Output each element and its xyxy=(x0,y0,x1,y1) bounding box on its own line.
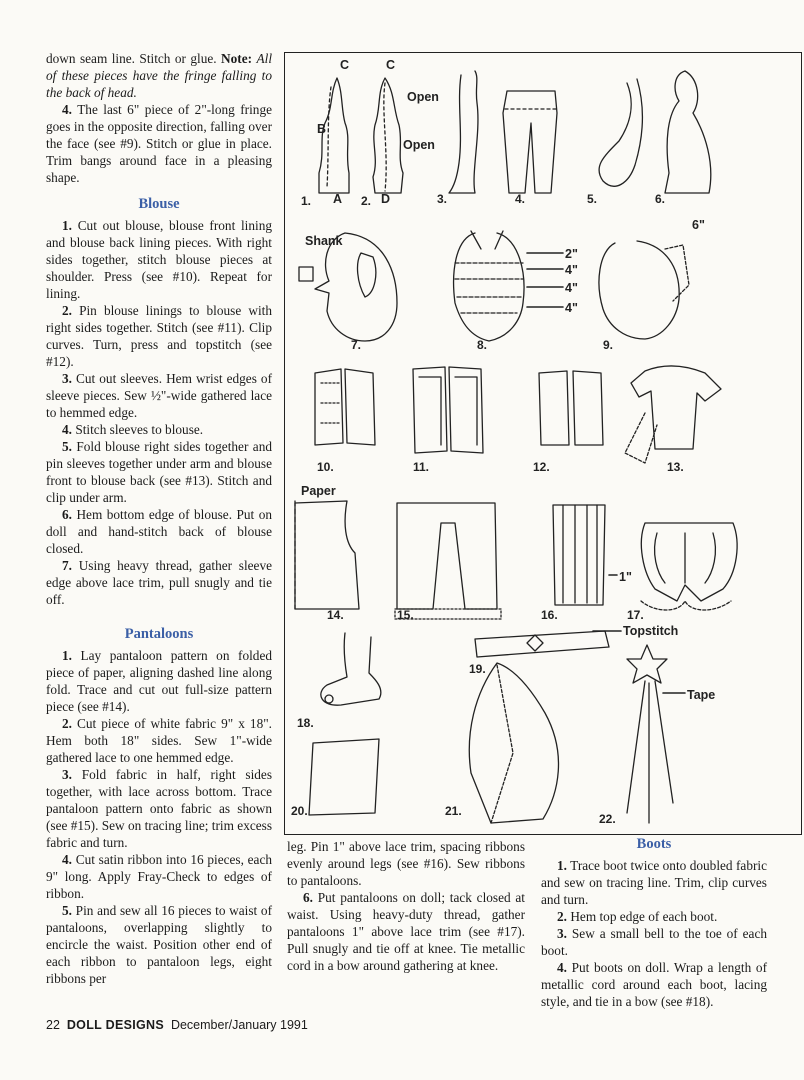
figure-21-hat xyxy=(469,663,558,823)
label-open-2: Open xyxy=(403,138,435,152)
step-paragraph: 4. Stitch sleeves to blouse. xyxy=(62,422,204,437)
note-text: All of these pieces have the fringe falling to the back of head. xyxy=(46,51,273,100)
label-4in-a: 4" xyxy=(565,263,578,277)
figure-8-head-fringe xyxy=(454,231,524,341)
step-paragraph: 3. Sew a small bell to the toe of each boot. xyxy=(541,926,768,958)
label-shank: Shank xyxy=(305,234,343,248)
step-paragraph: 6. Hem bottom edge of blouse. Put on doll and hand-stitch back of blouse closed. xyxy=(46,507,272,556)
fig-num-4: 4. xyxy=(515,192,526,206)
issue-date: December/January 1991 xyxy=(170,1018,308,1032)
figure-3-leg-pattern xyxy=(449,71,478,193)
label-a: A xyxy=(333,192,343,206)
step-paragraph: 1. Lay pantaloon pattern on folded piece of paper, aligning dashed line along fold. Trace and cut out full-size pattern piece (see #14). xyxy=(46,648,272,714)
right-column xyxy=(541,836,767,1010)
figure-16-pantaloon-ribbons xyxy=(553,505,605,605)
blouse-heading: Blouse xyxy=(138,196,180,212)
step-paragraph: 5. Fold blouse right sides together and pin sleeves together under arm and blouse front to blouse back (see #13). Stitch and clip under arm. xyxy=(46,439,272,505)
step-paragraph: 1. Trace boot twice onto doubled fabric and sew on tracing line. Trim, clip curves and turn. xyxy=(541,858,767,907)
fig-num-6: 6. xyxy=(655,192,666,206)
left-column xyxy=(46,50,272,987)
fig-num-1: 1. xyxy=(301,194,312,208)
pantaloons-heading: Pantaloons xyxy=(124,626,194,642)
fig-num-9: 9. xyxy=(603,338,614,352)
figure-9-head-bangs xyxy=(599,241,689,339)
label-4in-b: 4" xyxy=(565,281,578,295)
label-paper: Paper xyxy=(301,484,336,498)
fig-num-2: 2. xyxy=(361,194,372,208)
figure-19-belt xyxy=(475,631,609,657)
fig-num-16: 16. xyxy=(541,608,558,622)
figure-22-wand xyxy=(627,645,673,823)
fig-num-17: 17. xyxy=(627,608,644,622)
fig-num-11: 11. xyxy=(413,460,430,474)
label-c2: C xyxy=(386,58,396,72)
label-4in-c: 4" xyxy=(565,301,578,315)
label-1in: 1" xyxy=(619,570,632,584)
fig-num-10: 10. xyxy=(317,460,334,474)
figure-2-head-back-pattern xyxy=(373,78,403,193)
fig-num-8: 8. xyxy=(477,338,488,352)
step-paragraph: 4. Put boots on doll. Wrap a length of metallic cord around each boot, lacing style, and tie in a bow (see #18). xyxy=(541,960,767,1009)
fig-num-20: 20. xyxy=(291,804,308,818)
blouse-steps xyxy=(46,217,272,608)
label-topstitch: Topstitch xyxy=(623,624,679,638)
step-paragraph: 2. Pin blouse linings to blouse with right sides together. Stitch (see #11). Clip curves. Turn, press and topstitch (see #12). xyxy=(46,303,272,369)
figure-5-arm-pattern xyxy=(599,79,642,186)
note-label: Note: xyxy=(221,51,253,66)
fig-num-5: 5. xyxy=(587,192,598,206)
pantaloons-steps xyxy=(46,647,272,987)
fig-num-12: 12. xyxy=(533,460,550,474)
step-paragraph: 6. Put pantaloons on doll; tack closed at waist. Using heavy-duty thread, gather pantaloons 1" above lace trim (see #17). Pull snugly and tie off at knee. Tie metallic cord in a bow around gathering at knee. xyxy=(287,890,526,973)
label-d: D xyxy=(381,192,391,206)
figure-14-pantaloon-pattern xyxy=(295,501,359,609)
fig-num-15: 15. xyxy=(397,608,414,622)
label-c1: C xyxy=(340,58,350,72)
figure-10-blouse-pieces xyxy=(315,369,375,445)
pattern-illustrations xyxy=(284,52,802,835)
figure-20-cap-piece xyxy=(309,739,379,815)
step-paragraph: 3. Fold fabric in half, right sides together, with lace across bottom. Trace pantaloon pattern onto fabric as shown (see #15). Sew on tracing line; trim excess fabric and turn. xyxy=(46,767,272,850)
figure-11-blouse-lining xyxy=(413,367,483,453)
page-footer xyxy=(46,1018,308,1032)
middle-column xyxy=(287,838,525,974)
intro-paragraph: down seam line. Stitch or glue. Note: All of these pieces have the fringe falling to the back of head. xyxy=(46,51,273,100)
fig-num-22: 22. xyxy=(599,812,616,826)
label-b: B xyxy=(317,122,327,136)
figure-6-torso-pattern xyxy=(665,71,711,193)
fig-num-21: 21. xyxy=(445,804,462,818)
fig-num-7: 7. xyxy=(351,338,362,352)
boots-heading: Boots xyxy=(636,836,672,852)
label-2in: 2" xyxy=(565,247,578,261)
figure-4-body-pattern xyxy=(503,91,557,193)
label-tape: Tape xyxy=(687,688,716,702)
fig-num-18: 18. xyxy=(297,716,314,730)
page-number: 22 xyxy=(46,1018,60,1032)
figure-7-doll-head xyxy=(299,233,397,341)
figure-12-blouse-topstitch xyxy=(539,371,603,445)
step-paragraph: 2. Cut piece of white fabric 9" x 18". Hem both 18" sides. Sew 1"-wide gathered lace to one hemmed edge. xyxy=(46,716,272,765)
fig-num-14: 14. xyxy=(327,608,344,622)
step-paragraph: 1. Cut out blouse, blouse front lining and blouse back lining pieces. With right sides together, stitch blouse pieces at shoulder. Press (see #10). Repeat for lining. xyxy=(46,218,272,301)
figure-18-boot xyxy=(321,633,381,705)
step-paragraph: 7. Using heavy thread, gather sleeve edge above lace trim, pull snugly and tie off. xyxy=(46,558,272,607)
step-paragraph: 4. Cut satin ribbon into 16 pieces, each 9" long. Apply Fray-Check to edges of ribbon. xyxy=(46,852,272,901)
step-paragraph: 4. The last 6" piece of 2"-long fringe goes in the opposite direction, falling over the face (see #9). Stitch or glue in place. Trim bangs around face in a pleasing shape. xyxy=(46,102,272,185)
figure-17-pantaloon-gathered xyxy=(641,523,737,610)
continued-paragraph: leg. Pin 1" above lace trim, spacing ribbons evenly around legs (see #16). Sew ribbons to pantaloons. xyxy=(287,839,525,888)
figure-15-pantaloon-traced xyxy=(395,503,501,619)
fig-num-13: 13. xyxy=(667,460,684,474)
fig-num-19: 19. xyxy=(469,662,486,676)
step-paragraph: 5. Pin and sew all 16 pieces to waist of pantaloons, overlapping slightly to encircle the waist. Position other end of each ribbon to pantaloon legs, eight ribbons per xyxy=(46,903,272,986)
figure-13-blouse-sleeve xyxy=(625,366,721,463)
fig-num-3: 3. xyxy=(437,192,448,206)
step-paragraph: 3. Cut out sleeves. Hem wrist edges of sleeve pieces. Sew ½"-wide gathered lace to hemmed edge. xyxy=(46,371,272,420)
magazine-name: DOLL DESIGNS xyxy=(66,1018,164,1032)
label-6in: 6" xyxy=(692,218,705,232)
label-open-1: Open xyxy=(407,90,439,104)
step-paragraph: 2. Hem top edge of each boot. xyxy=(557,909,718,924)
